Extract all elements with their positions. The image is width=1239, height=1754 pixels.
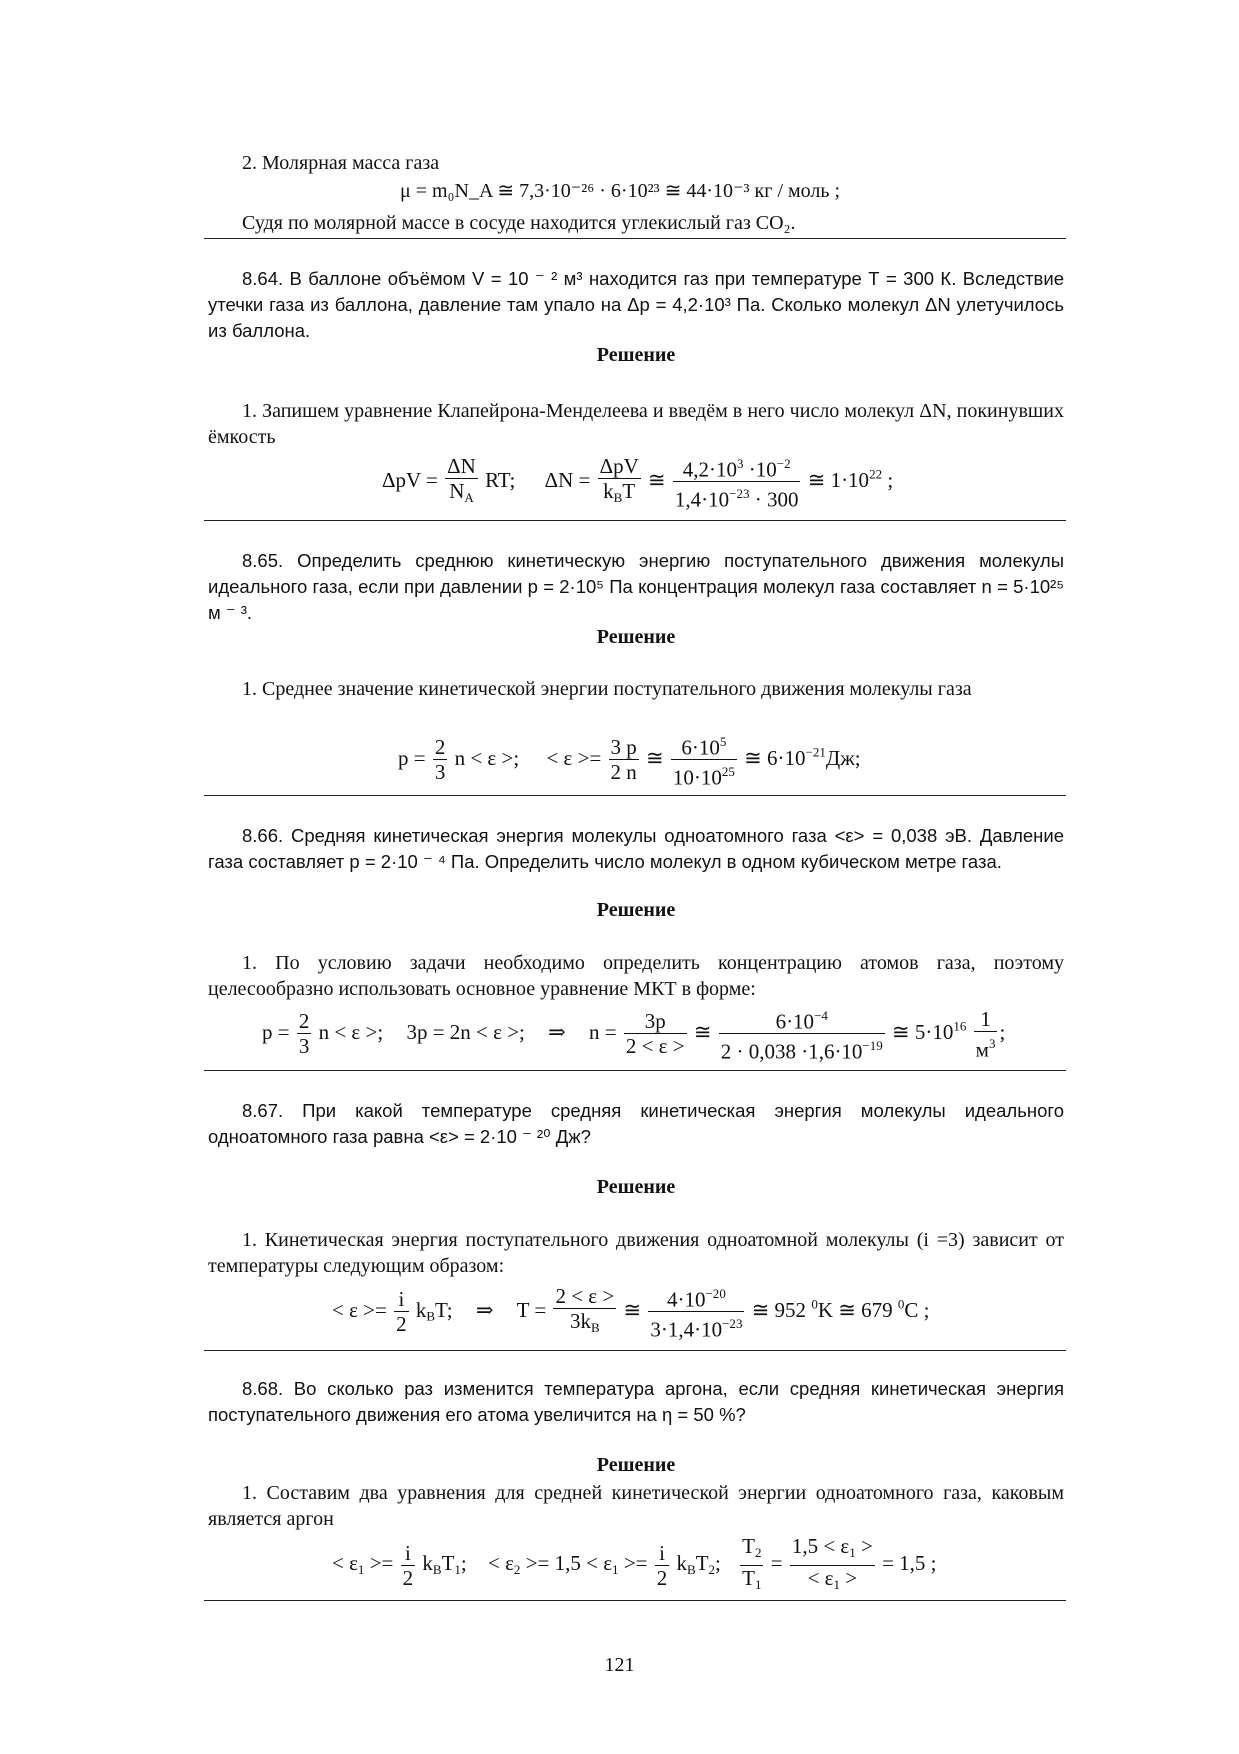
formula-8-65 — [398, 730, 861, 790]
superscript: 16 — [953, 1018, 967, 1034]
text-line: Судя по молярной массе в сосуде находится углекислый газ CO₂. — [242, 212, 796, 234]
numerator: 2 < ε > — [555, 1284, 615, 1308]
subscript: 1 — [754, 1576, 762, 1592]
fraction — [433, 735, 448, 784]
fraction — [445, 454, 478, 510]
den-text: 3·1,4·10 — [650, 1317, 723, 1342]
solution-heading: Решение — [596, 899, 676, 921]
numerator: 1 — [980, 1006, 991, 1031]
implies-symbol: ⇒ — [475, 1297, 494, 1322]
subscript: 2 — [754, 1544, 762, 1560]
superscript: −21 — [805, 744, 826, 760]
subscript: A — [464, 489, 474, 505]
denominator — [719, 1033, 885, 1063]
numerator — [648, 1282, 744, 1311]
superscript: −23 — [722, 1316, 743, 1332]
subscript: B — [613, 489, 623, 505]
fraction — [790, 1534, 875, 1597]
formula-part: p = — [398, 745, 426, 770]
denominator: 2 < ε > — [625, 1034, 685, 1059]
formula-part: >= — [364, 1551, 394, 1576]
formula-part: Дж; — [825, 745, 861, 770]
num-text: 4·10 — [666, 1287, 706, 1312]
subscript: 1 — [849, 1544, 856, 1560]
superscript: 22 — [869, 466, 883, 482]
formula-part: ; — [715, 1551, 721, 1576]
formula-part: k — [415, 1297, 427, 1322]
solution-heading: Решение — [596, 1176, 676, 1198]
denominator: 2 n — [610, 760, 637, 785]
numerator: 3p — [644, 1009, 666, 1034]
formula-part: ΔN = — [544, 467, 591, 492]
numerator — [740, 1534, 763, 1565]
superscript: 0 — [897, 1296, 905, 1312]
denominator: 2 — [656, 1565, 668, 1590]
formula-part: < ε >= — [332, 1297, 387, 1322]
num-text: > — [855, 1534, 873, 1558]
numerator: i — [398, 1287, 405, 1312]
formula-8-68 — [332, 1534, 937, 1597]
fraction — [609, 735, 639, 784]
formula-part: < ε >= — [546, 745, 602, 770]
superscript: 0 — [811, 1296, 818, 1312]
formula-part: ≅ 5·10 — [892, 1019, 954, 1044]
denominator: 2 — [396, 1312, 407, 1337]
formula-8-64 — [382, 452, 893, 512]
numerator — [790, 1534, 875, 1565]
formula-part: ≅ 1·10 — [807, 467, 870, 492]
problem-statement: 8.68. Во сколько раз изменится температура аргона, если средняя кинетическая энергия поступательного движения его атома увеличится на η = 50 %? — [208, 1378, 1064, 1425]
superscript: −2 — [776, 456, 791, 471]
den-text: 3k — [570, 1309, 591, 1333]
superscript: −19 — [862, 1038, 883, 1054]
numerator — [719, 1004, 885, 1033]
solution-heading: Решение — [596, 626, 676, 648]
divider — [204, 1600, 1066, 1601]
formula-part: = — [770, 1551, 783, 1576]
prev-line-1 — [208, 150, 1064, 176]
denominator — [598, 478, 641, 510]
fraction — [719, 1004, 885, 1064]
den-text: 2 · 0,038 ·1,6·10 — [720, 1039, 863, 1064]
formula-part: >= 1,5 < ε — [520, 1551, 613, 1576]
superscript: −4 — [814, 1008, 828, 1023]
formula-part: T; — [435, 1297, 453, 1322]
problem-statement: 8.66. Средняя кинетическая энергия молекулы одноатомного газа <ε> = 0,038 эВ. Давление газа составляет р = 2·10 ⁻ ⁴ Па. Определить число молекул в одном кубическом метре газа. — [208, 825, 1064, 872]
fraction — [740, 1534, 763, 1597]
formula-part: T — [695, 1551, 709, 1576]
formula-part: n < ε >; — [454, 745, 520, 770]
denominator: 3 — [298, 1034, 310, 1059]
formula-part: n = — [588, 1019, 617, 1044]
numerator: ΔN — [447, 454, 476, 478]
den-text: м — [975, 1037, 989, 1062]
subscript: 2 — [513, 1562, 521, 1578]
implies-symbol: ⇒ — [548, 1019, 566, 1044]
formula-part: < ε — [488, 1551, 514, 1576]
den-text: T — [742, 1565, 755, 1590]
problem-statement: 8.65. Определить среднюю кинетическую энергию поступательного движения молекулы идеального газа, если при давлении р = 2·10⁵ Па концентрация молекул газа составляет n = 5·10²⁵ м ⁻ ³. — [208, 550, 1064, 623]
formula-part: = 1,5 ; — [882, 1551, 937, 1576]
problem-statement: 8.67. При какой температуре средняя кинетическая энергия молекулы идеального одноатомного газа равна <ε> = 2·10 ⁻ ²⁰ Дж? — [208, 1100, 1064, 1147]
numerator: 3 p — [610, 735, 637, 760]
prev-line-2 — [208, 210, 1064, 236]
num-text: 6·10 — [775, 1009, 815, 1034]
den-text: 1,4·10 — [674, 487, 730, 512]
formula-part: ≅ — [623, 1297, 642, 1322]
subscript: 2 — [708, 1562, 716, 1578]
numerator — [673, 452, 801, 481]
solution-text: 1. Запишем уравнение Клапейрона-Менделеева и введём в него число молекул ΔN, покинувших ёмкость — [208, 400, 1064, 448]
fraction — [648, 1282, 744, 1342]
solution-text: 1. Среднее значение кинетической энергии поступательного движения молекулы газа — [242, 678, 972, 700]
formula-part: ; — [999, 1019, 1006, 1044]
formula-part: ≅ 952 — [751, 1297, 812, 1322]
den-text: k — [603, 479, 614, 503]
denominator — [671, 759, 737, 789]
solution-heading: Решение — [596, 344, 676, 366]
solution-text: 1. Кинетическая энергия поступательного движения одноатомной молекулы (i =3) зависит от температуры следующим образом: — [208, 1229, 1064, 1277]
formula-molar-mass: μ = m₀N_A ≅ 7,3·10⁻²⁶ · 6·10²³ ≅ 44·10⁻³ кг / моль ; — [400, 180, 841, 202]
superscript: 3 — [988, 1035, 996, 1051]
formula-part: ; — [882, 467, 894, 492]
divider — [204, 238, 1066, 239]
den-text: · 300 — [749, 487, 799, 512]
formula-part: ≅ 6·10 — [744, 745, 806, 770]
fraction — [974, 1007, 998, 1061]
fraction — [394, 1287, 409, 1336]
fraction — [624, 1009, 687, 1058]
formula-part: ≅ — [648, 467, 666, 492]
num-text: 4,2·10 — [682, 457, 737, 482]
formula-part: k — [676, 1551, 687, 1576]
solution-heading: Решение — [596, 1454, 676, 1476]
superscript: 25 — [721, 764, 735, 780]
divider — [204, 520, 1066, 521]
numerator: ΔpV — [599, 454, 639, 478]
formula-part: < ε — [332, 1551, 358, 1576]
superscript: −20 — [705, 1286, 726, 1301]
fraction — [553, 1284, 616, 1340]
fraction — [671, 730, 737, 790]
formula-part: T = — [516, 1297, 547, 1322]
formula-part: n < ε >; — [318, 1019, 384, 1044]
subscript: 1 — [612, 1562, 619, 1578]
num-text: ·10 — [743, 457, 777, 482]
denominator — [790, 1565, 875, 1597]
subscript: 1 — [357, 1562, 365, 1578]
formula-8-67 — [332, 1282, 929, 1342]
numerator: i — [659, 1540, 665, 1565]
formula-part: ≅ — [693, 1019, 712, 1044]
formula-part: ; — [460, 1551, 467, 1576]
formula-part: C ; — [904, 1297, 930, 1322]
subscript: B — [432, 1562, 442, 1578]
formula-part: RT; — [485, 467, 516, 492]
text-line: 2. Молярная масса газа — [242, 152, 440, 174]
numerator — [671, 730, 737, 759]
subscript: B — [687, 1562, 696, 1578]
solution-text: 1. По условию задачи необходимо определить концентрацию атомов газа, поэтому целесообразно использовать основное уравнение МКТ в форме: — [208, 952, 1064, 1000]
subscript: B — [591, 1319, 600, 1335]
formula-part: 3p = 2n < ε >; — [406, 1019, 525, 1044]
divider — [204, 1070, 1066, 1071]
formula-part: k — [422, 1551, 433, 1576]
superscript: 3 — [736, 456, 744, 471]
den-text: N — [449, 479, 465, 503]
divider — [204, 795, 1066, 796]
divider — [204, 1350, 1066, 1351]
subscript: 1 — [454, 1562, 461, 1578]
denominator — [974, 1031, 998, 1061]
superscript: −23 — [729, 486, 750, 502]
page-number: 121 — [604, 1654, 635, 1676]
denominator — [648, 1311, 744, 1341]
fraction — [673, 452, 801, 512]
formula-8-66 — [262, 1004, 1005, 1064]
denominator — [445, 478, 478, 510]
superscript: 5 — [719, 734, 727, 749]
denominator: 3 — [434, 760, 446, 785]
fraction — [297, 1009, 312, 1058]
numerator: 2 — [434, 735, 446, 760]
formula-part: p = — [262, 1019, 290, 1044]
numerator: i — [404, 1540, 411, 1565]
denominator — [740, 1565, 763, 1597]
solution-text: 1. Составим два уравнения для средней кинетической энергии одноатомного газа, каковым является аргон — [208, 1482, 1064, 1530]
fraction — [598, 454, 641, 510]
formula-part: ≅ — [646, 745, 664, 770]
den-text: > — [840, 1565, 858, 1590]
denominator — [673, 481, 801, 511]
denominator: 2 — [402, 1565, 414, 1590]
den-text: 10·10 — [672, 765, 722, 790]
fraction — [655, 1541, 670, 1590]
formula-part: >= — [618, 1551, 648, 1576]
subscript: B — [426, 1308, 436, 1324]
formula-part: K ≅ 679 — [817, 1297, 898, 1322]
formula-part: ΔpV = — [382, 467, 438, 492]
problem-statement: 8.64. В баллоне объёмом V = 10 ⁻ ² м³ находится газ при температуре Т = 300 К. Вследствие утечки газа из баллона, давление там упало на Δр = 4,2·10³ Па. Сколько молекул ΔN улетучилось из баллона. — [208, 268, 1064, 341]
num-text: T — [742, 1534, 755, 1558]
fraction — [401, 1541, 416, 1590]
numerator: 2 — [298, 1009, 310, 1034]
denominator — [553, 1308, 616, 1340]
den-text: < ε — [807, 1565, 834, 1590]
subscript: 1 — [833, 1576, 840, 1592]
den-text: T — [622, 479, 636, 503]
formula-part: T — [441, 1551, 455, 1576]
num-text: 1,5 < ε — [791, 1534, 850, 1558]
num-text: 6·10 — [681, 735, 720, 760]
